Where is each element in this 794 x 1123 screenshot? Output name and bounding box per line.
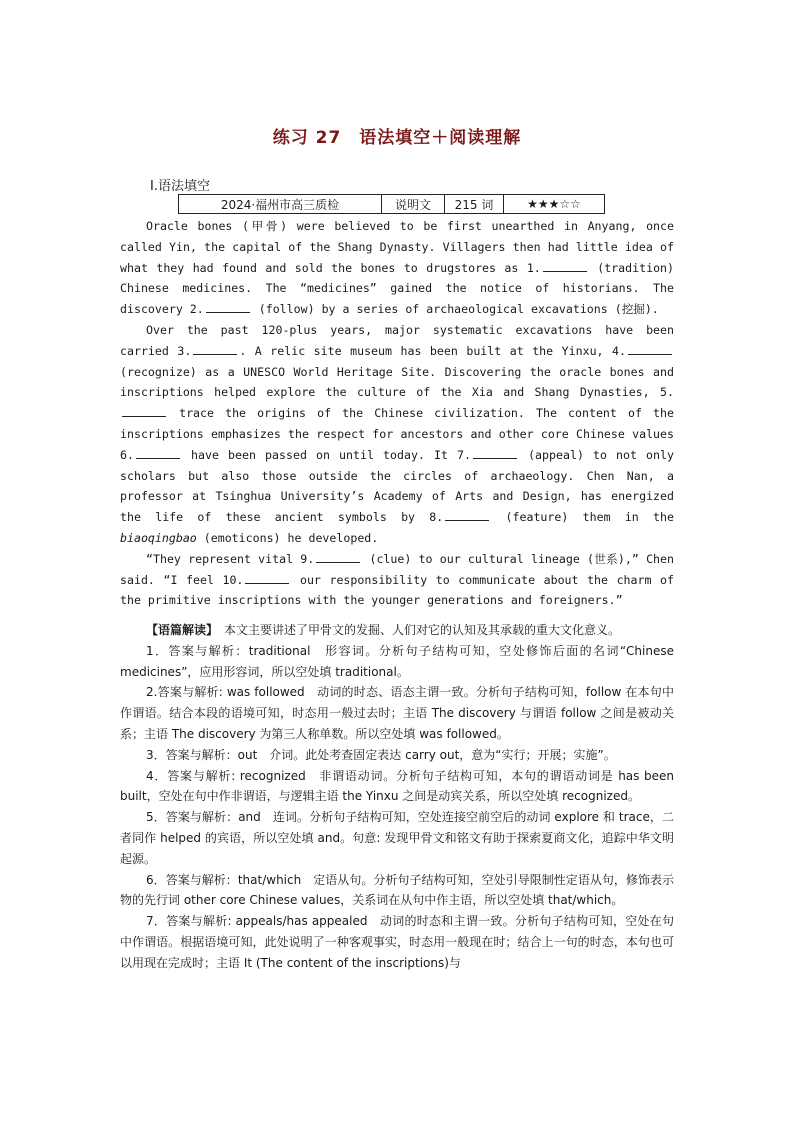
- italic-term: biaoqingbao: [120, 530, 197, 545]
- answer-3: 3．答案与解析：out 介词。此处考查固定表达 carry out，意为“实行；开展；实施”。: [146, 747, 616, 762]
- blank-4[interactable]: [628, 342, 672, 355]
- blank-8[interactable]: [445, 508, 489, 521]
- genre-cell: 说明文: [382, 195, 445, 214]
- blank-10[interactable]: [245, 571, 289, 584]
- blank-2[interactable]: [206, 300, 250, 313]
- answer-6: 6．答案与解析：that/which 定语从句。分析句子结构可知，空处引导限制性定语从句，修饰表示物的先行词 other core Chinese values，关系词在从句中作主语，所以空处填 that/which。: [120, 872, 674, 908]
- passage-info-table: [178, 194, 605, 214]
- answer-4: 4．答案与解析: recognized 非谓语动词。分析句子结构可知，本句的谓语动词是 has been built，空处在句中作非谓语，与逻辑主语 the Yinxu 之间是动宾关系，所以空处填 recognized。: [120, 768, 674, 804]
- source-cell: 2024·福州市高三质检: [179, 195, 382, 214]
- blank-3[interactable]: [193, 342, 237, 355]
- section-heading: Ⅰ.语法填空: [150, 179, 210, 194]
- answer-section: [120, 620, 674, 974]
- discourse-analysis: 【语篇解读】 本文主要讲述了甲骨文的发掘、人们对它的认知及其承载的重大文化意义。: [146, 623, 621, 637]
- passage-paragraph-3: “They represent vital 9. (clue) to our cultural lineage (世系),” Chen said. “I feel 10. our responsibility to communicate about the charm of the primitive inscriptions with the younger generations and foreigners.”: [120, 551, 674, 608]
- passage: [120, 216, 674, 611]
- answer-1: 1．答案与解析：traditional 形容词。分析句子结构可知，空处修饰后面的名词“Chinese medicines”，应用形容词，所以空处填 traditional。: [120, 643, 674, 679]
- blank-7[interactable]: [473, 446, 517, 459]
- answer-7: 7．答案与解析: appeals/has appealed 动词的时态和主谓一致。分析句子结构可知，空处在句中作谓语。根据语境可知，此处说明了一种客观事实，时态用一般现在时；结合上一句的时态，本句也可以用现在完成时；主语 It (The content of the inscriptions)与: [120, 914, 674, 970]
- blank-1[interactable]: [543, 259, 587, 272]
- passage-paragraph-1: Oracle bones (甲骨) were believed to be first unearthed in Anyang, once called Yin, the capital of the Shang Dynasty. Villagers then had little idea of what they had found and sold the bones to drugstores as 1. (tradition) Chinese medicines. The “medicines” gained the notice of historians. The discovery 2. (follow) by a series of archaeological excavations (挖掘).: [120, 219, 675, 317]
- difficulty-stars-cell: ★★★☆☆: [504, 195, 605, 214]
- page-title: 练习 27 语法填空＋阅读理解: [272, 128, 522, 148]
- blank-9[interactable]: [316, 550, 360, 563]
- answer-5: 5．答案与解析：and 连词。分析句子结构可知，空处连接空前空后的动词 explore 和 trace，二者同作 helped 的宾语，所以空处填 and。句意: 发现甲骨文和铭文有助于探索夏商文化，追踪中华文明起源。: [120, 810, 674, 866]
- blank-5[interactable]: [122, 404, 166, 417]
- blank-6[interactable]: [136, 446, 180, 459]
- answer-2: 2.答案与解析: was followed 动词的时态、语态主谓一致。分析句子结构可知，follow 在本句中作谓语。结合本段的语境可知，时态用一般过去时；主语 The discovery 与谓语 follow 之间是被动关系；主语 The discovery 为第三人称单数。所以空处填 was followed。: [120, 685, 674, 741]
- word-count-cell: 215 词: [445, 195, 504, 214]
- passage-paragraph-2: Over the past 120-plus years, major systematic excavations have been carried 3. . A relic site museum has been built at the Yinxu, 4. (recognize) as a UNESCO World Heritage Site. Discovering the oracle bones and inscriptions helped explore the culture of the Xia and Shang Dynasties, 5. trace the origins of the Chinese civilization. The content of the inscriptions emphasizes the respect for ancestors and other core Chinese values 6. have been passed on until today. It 7. (appeal) to not only scholars but also those outside the circles of archaeology. Chen Nan, a professor at Tsinghua University’s Academy of Arts and Design, has energized the life of these ancient symbols by 8. (feature) them in the biaoqingbao (emoticons) he developed.: [120, 322, 674, 545]
